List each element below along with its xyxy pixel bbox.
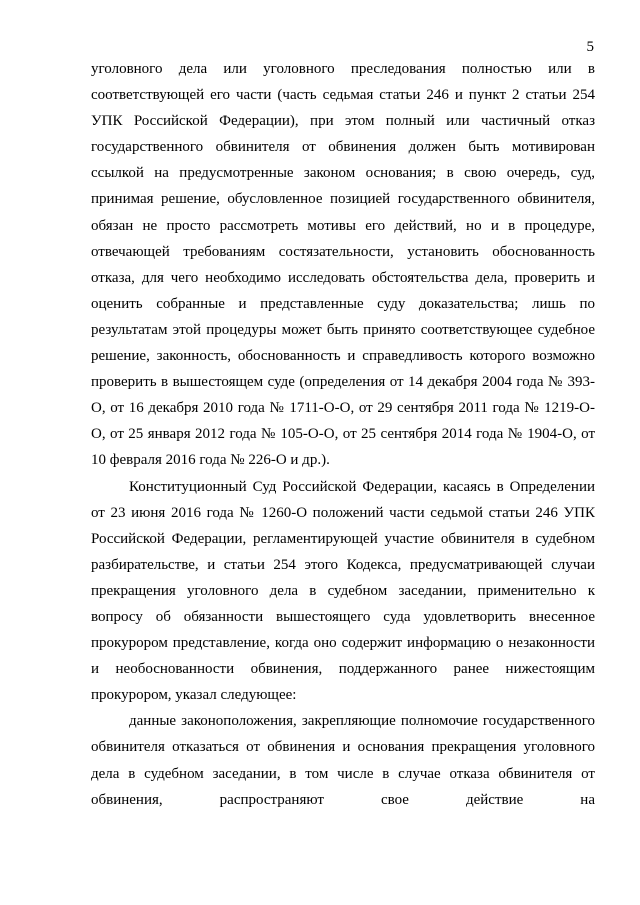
paragraph-quoted-provisions: данные законоположения, закрепляющие полномочие государственного обвинителя отказаться от обвинения и основания прекращения уголовного дела в судебном заседании, в том числе в случае отказа обвинителя от обвинения, распространяют свое действие на (91, 713, 595, 808)
paragraph-continuation: уголовного дела или уголовного преследования полностью или в соответствующей его части (часть седьмая статьи 246 и пункт 2 статьи 254 УПК Российской Федерации), при этом полный или частичный отказ государственного обвинителя от обвинения должен быть мотивирован ссылкой на предусмотренные законом основания; в свою очередь, суд, принимая решение, обусловленное позицией государственного обвинителя, обязан не просто рассмотреть мотивы его действий, но и в процедуре, отвечающей требованиям состязательности, установить обоснованность отказа, для чего необходимо исследовать обстоятельства дела, проверить и оценить собранные и представленные суду доказательства; лишь по результатам этой процедуры может быть принято соответствующее судебное решение, законность, обоснованность и справедливость которого возможно проверить в вышестоящем суде (определения от 14 декабря 2004 года № 393-О, от 16 декабря 2010 года № 1711-О-О, от 29 сентября 2011 года № 1219-О-О, от 25 января 2012 года № 105-О-О, от 25 сентября 2014 года № 1904-О, от 10 февраля 2016 года № 226-О и др.). (91, 61, 595, 469)
paragraph-constitutional-court: Конституционный Суд Российской Федерации, касаясь в Определении от 23 июня 2016 года № 1260-О положений части седьмой статьи 246 УПК Российской Федерации, регламентирующей участие обвинителя в судебном разбирательстве, и статьи 254 этого Кодекса, предусматривающей случаи прекращения уголовного дела в судебном заседании, применительно к вопросу об обязанности вышестоящего суда удовлетворить внесенное прокурором представление, когда оно содержит информацию о незаконности и необоснованности обвинения, поддержанного ранее нижестоящим прокурором, указал следующее: (91, 478, 595, 704)
page-number: 5 (586, 39, 594, 55)
document-body (91, 56, 595, 813)
